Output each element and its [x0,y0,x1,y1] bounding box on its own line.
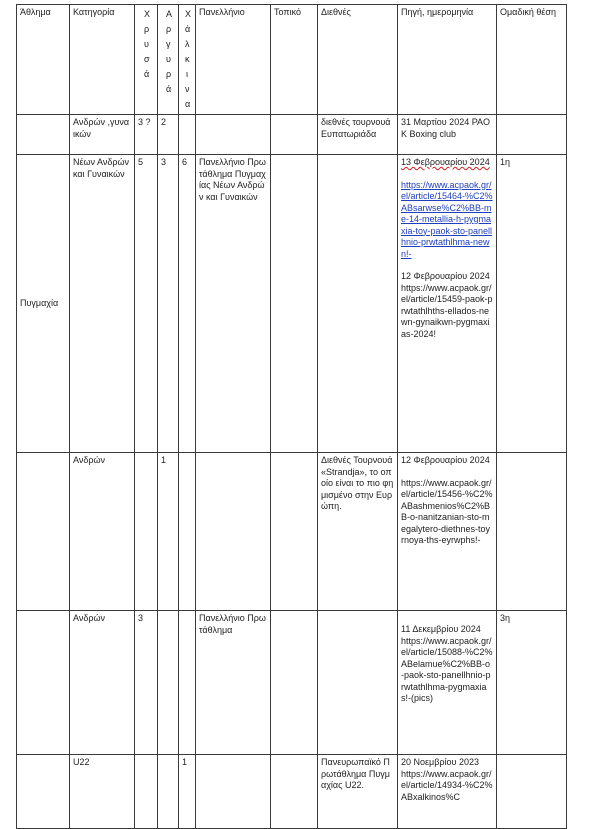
cell-bronze [179,115,196,155]
cell-international: Διεθνές Τουρνουά «Strandja», το οποίο είναι το πιο φημισμένο στην Ευρώπη. [318,453,398,611]
cell-sport [17,453,70,611]
source-date: 13 Φεβρουαρίου 2024 [401,157,490,167]
cell-gold [135,453,158,611]
cell-panhellenic [196,755,271,829]
header-bronze-text: Χάλκινα [185,9,192,109]
cell-gold [135,755,158,829]
cell-team-position [497,115,567,155]
cell-team-position [497,755,567,829]
cell-source [398,611,497,755]
cell-bronze [179,453,196,611]
cell-panhellenic: Πανελλήνιο Πρωτάθλημα [196,611,271,755]
table-row [17,155,567,453]
source-date: 12 Φεβρουαρίου 2024 [401,271,490,281]
cell-silver: 1 [158,453,179,611]
header-silver [158,5,179,115]
table-row [17,453,567,611]
cell-bronze [179,611,196,755]
header-category: Κατηγορία [70,5,135,115]
header-panhellenic: Πανελλήνιο [196,5,271,115]
cell-category: Νέων Ανδρών και Γυναικών [70,155,135,453]
header-international: Διεθνές [318,5,398,115]
cell-category: Ανδρών [70,453,135,611]
source-link[interactable]: https://www.acpaok.gr/el/article/15464-%C2%ABsarwse%C2%BB-me-14-metallia-h-pygmaxia-toy-paok-sto-panellhnio-prwtathlhma-newn!- [401,179,493,259]
header-team-position: Ομαδική θέση [497,5,567,115]
cell-gold: 5 [135,155,158,453]
source-date: 12 Φεβρουαρίου 2024 [401,455,490,465]
table-row [17,755,567,829]
cell-panhellenic: Πανελλήνιο Πρωτάθλημα Πυγμαχίας Νέων Ανδρών και Γυναικών [196,155,271,453]
cell-silver: 2 [158,115,179,155]
cell-source [398,755,497,829]
cell-source [398,155,497,453]
cell-international [318,155,398,453]
cell-international: διεθνές τουρνουά Ευπατωριάδα [318,115,398,155]
cell-international [318,611,398,755]
header-silver-text: Αργυρά [166,9,173,94]
cell-bronze: 6 [179,155,196,453]
cell-category: U22 [70,755,135,829]
cell-sport [17,115,70,155]
cell-local [271,611,318,755]
cell-sport: Πυγμαχία [17,155,70,453]
cell-sport [17,611,70,755]
header-source: Πηγή, ημερομηνία [398,5,497,115]
cell-panhellenic [196,115,271,155]
cell-silver [158,755,179,829]
cell-silver: 3 [158,155,179,453]
cell-gold: 3 ? [135,115,158,155]
cell-gold: 3 [135,611,158,755]
table-row [17,611,567,755]
cell-silver [158,611,179,755]
header-gold [135,5,158,115]
cell-local [271,115,318,155]
cell-sport [17,755,70,829]
cell-bronze: 1 [179,755,196,829]
cell-source: 31 Μαρτίου 2024 PAOK Boxing club [398,115,497,155]
cell-team-position: 3η [497,611,567,755]
source-date: 11 Δεκεμβρίου 2024 [401,624,481,634]
table-row [17,115,567,155]
cell-panhellenic [196,453,271,611]
cell-source [398,453,497,611]
cell-local [271,155,318,453]
header-local: Τοπικό [271,5,318,115]
header-row [17,5,567,115]
cell-local [271,453,318,611]
cell-international: Πανευρωπαϊκό Πρωτάθλημα Πυγμαχίας U22. [318,755,398,829]
source-date: 20 Νοεμβρίου 2023 [401,757,479,767]
medals-table [16,4,567,829]
cell-team-position [497,453,567,611]
header-bronze [179,5,196,115]
source-url: https://www.acpaok.gr/el/article/14934-%C2%ABxalkinos%C [401,768,493,802]
cell-category: Ανδρών [70,611,135,755]
header-sport: Άθλημα [17,5,70,115]
header-gold-text: Χρυσά [144,9,151,79]
cell-category: Ανδρών ,γυναικών [70,115,135,155]
source-url: https://www.acpaok.gr/el/article/15456-%C2%ABashmenios%C2%BB-o-nanitzanian-sto-megalytero-diethnes-toyrnoya-ths-eyrwphs!- [401,477,493,545]
source-url: https://www.acpaok.gr/el/article/15088-%C2%ABelamue%C2%BB-o-paok-sto-panellhnio-prwtathlhma-pygmaxias!-(pics) [401,635,493,703]
cell-local [271,755,318,829]
source-url: https://www.acpaok.gr/el/article/15459-paok-prwtathlhths-ellados-newn-gynaikwn-pygmaxias-2024! [401,282,493,339]
cell-team-position: 1η [497,155,567,453]
